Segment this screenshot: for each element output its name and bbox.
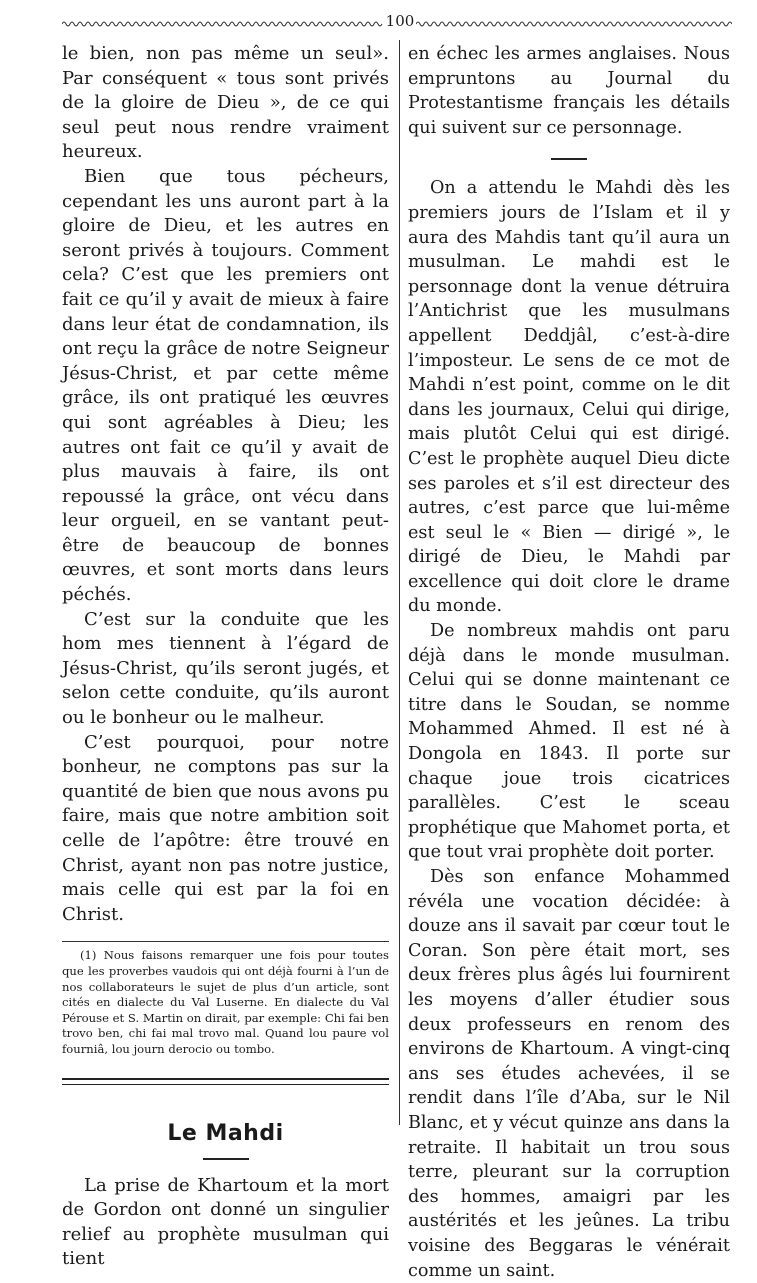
separator [551, 158, 587, 160]
paragraph: Bien que tous pécheurs, cependant les uns auront part à la gloire de Dieu, et les autres en seront privés à toujours. Comment cela? C’est que les premiers ont fait ce qu’il y avait de mieux à faire dans leur état de condamnation, ils ont reçu la grâce de notre Seigneur Jésus-Christ, et par cette même grâce, ils ont pratiqué les œuvres qui sont agréables à Dieu; les autres ont fait ce qu’il y avait de plus mauvais à faire, ils ont repoussé la grâce, ont vécu dans leur orgueil, en se vantant peut-être de beaucoup de bonnes œuvres, et sont morts dans leurs péchés. [62, 165, 389, 606]
right-column [408, 42, 730, 1283]
article-intro: La prise de Khartoum et la mort de Gordon ont donné un singulier relief au prophète musulman qui tient [62, 1174, 389, 1270]
paragraph: le bien, non pas même un seul». Par conséquent « tous sont privés de la gloire de Dieu », de ce qui seul peut nous rendre vraiment heureux. [62, 43, 389, 163]
page-number: 100 [385, 12, 415, 30]
section-divider [62, 1078, 389, 1085]
paragraph: De nombreux mahdis ont paru déjà dans le monde musulman. Celui qui se donne maintenant ce titre dans le Soudan, se nomme Mohammed Ahmed. Il est né à Dongola en 1843. Il porte sur chaque joue trois cicatrices parallèles. C’est le sceau prophétique que Mahomet porta, et que tout vrai prophète doit porter. [408, 621, 730, 863]
footnote-rule [62, 941, 389, 942]
wavy-rule-right [416, 20, 732, 28]
paragraph: C’est sur la conduite que les hom mes tiennent à l’égard de Jésus-Christ, qu’ils seront jugés, et selon cette conduite, qu’ils auront ou le bonheur ou le malheur. [62, 608, 389, 729]
wavy-rule-left [62, 20, 384, 28]
left-column [62, 42, 389, 1272]
column-divider [399, 40, 400, 1125]
paragraph: C’est pourquoi, pour notre bonheur, ne comptons pas sur la quantité de bien que nous avons pu faire, mais que notre ambition soit celle de l’apôtre: être trouvé en Christ, ayant non pas notre justice, mais celle qui est par la foi en Christ. [62, 731, 389, 925]
page-header [62, 12, 732, 36]
article-heading: Le Mahdi [167, 1120, 284, 1146]
footnote: (1) Nous faisons remarquer une fois pour toutes que les proverbes vaudois qui ont déjà fourni à l’un de nos collaborateurs le sujet de plus d’un article, sont cités en dialecte du Val Luserne. En dialecte du Val Pérouse et S. Martin on dirait, par exemple: Chi fai ben trovo ben, chi fai mal trovo mal. Quand lou paure vol fourniâ, lou journ derocio ou tombo. [62, 948, 389, 1056]
heading-separator [203, 1158, 249, 1160]
paragraph: en échec les armes anglaises. Nous empruntons au Journal du Protestantisme français les détails qui suivent sur ce personnage. [408, 44, 730, 138]
paragraph: Dès son enfance Mohammed révéla une vocation décidée: à douze ans il savait par cœur tout le Coran. Son père était mort, ses deux frères plus âgés lui fournirent les moyens d’aller étudier sous deux professeurs en renom des environs de Khartoum. A vingt-cinq ans ses études achevées, il se rendit dans l’île d’Aba, sur le Nil Blanc, et y vécut quinze ans dans la retraite. Il habitait un trou sous terre, pleurant sur la corruption des hommes, amaigri par les austérités et les jeûnes. La tribu voisine des Beggaras le vénérait comme un saint. [408, 867, 730, 1281]
paragraph: On a attendu le Mahdi dès les premiers jours de l’Islam et il y aura des Mahdis tant qu’il aura un musulman. Le mahdi est le personnage dont la venue détruira l’Antichrist que les musulmans appellent Deddjâl, c’est-à-dire l’imposteur. Le sens de ce mot de Mahdi n’est point, comme on le dit dans les journaux, Celui qui dirige, mais plutôt Celui qui est dirigé. C’est le prophète auquel Dieu dicte ses paroles et s’il est directeur des autres, c’est parce que lui-même est seul le « Bien — dirigé », le dirigé de Dieu, le Mahdi par excellence qui doit clore le drame du monde. [408, 178, 730, 617]
